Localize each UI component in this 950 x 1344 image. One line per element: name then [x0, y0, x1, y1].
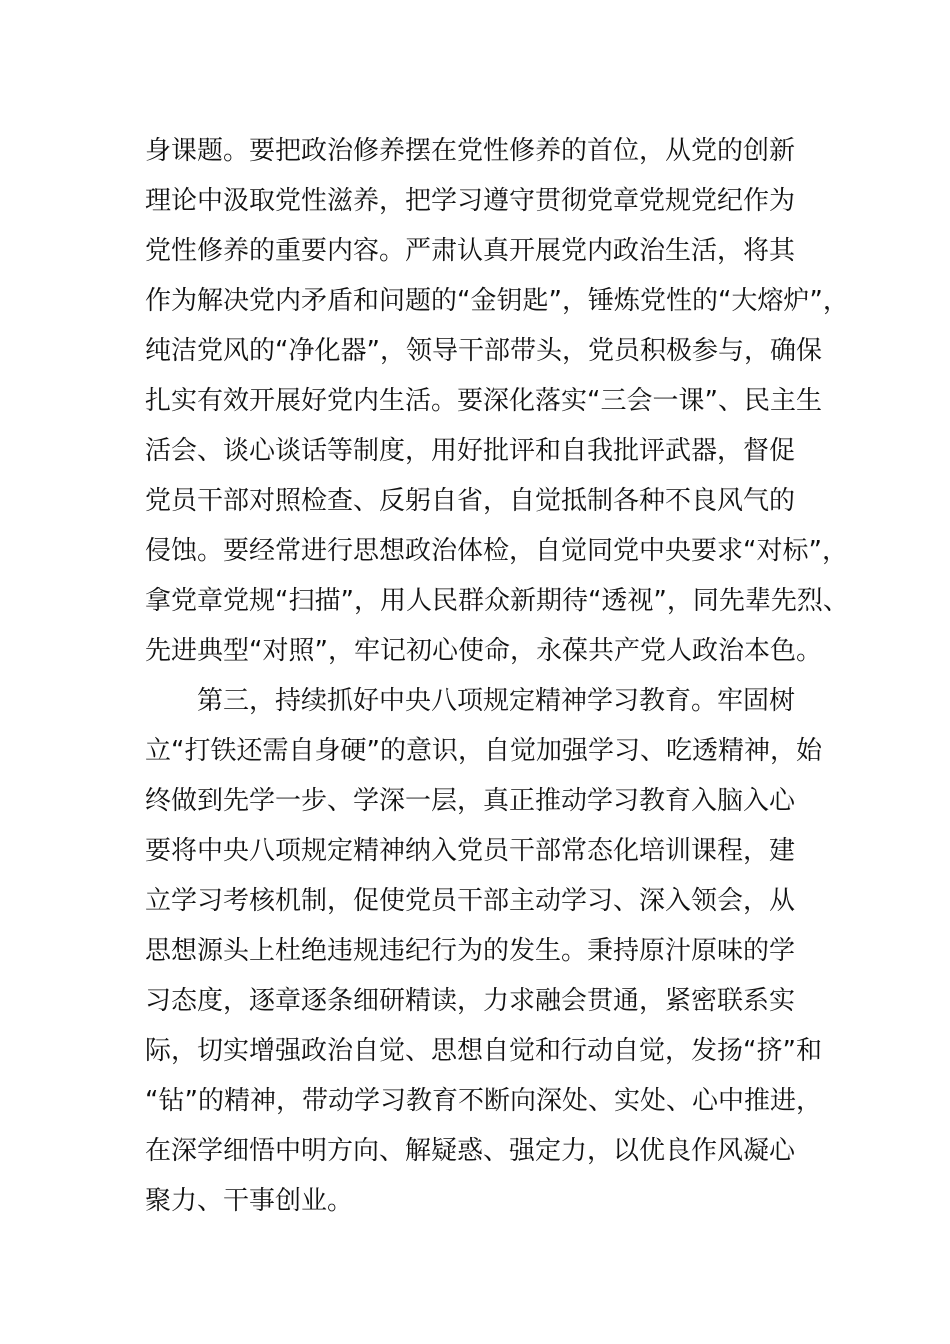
text-line-21: 在深学细悟中明方向、解疑惑、强定力，以优良作风凝心: [145, 1136, 796, 1166]
text-line-5: 纯洁党风的“净化器”，领导干部带头，党员积极参与，确保: [145, 336, 822, 366]
text-line-11: 先进典型“对照”，牢记初心使命，永葆共产党人政治本色。: [145, 636, 822, 666]
text-line-18: 习态度，逐章逐条细研精读，力求融会贯通，紧密联系实: [145, 986, 796, 1016]
text-line-13: 立“打铁还需自身硬”的意识，自觉加强学习、吃透精神，始: [145, 736, 822, 766]
text-line-3: 党性修养的重要内容。严肃认真开展党内政治生活，将其: [145, 236, 796, 266]
text-line-19: 际，切实增强政治自觉、思想自觉和行动自觉，发扬“挤”和: [145, 1036, 822, 1066]
text-line-8: 党员干部对照检查、反躬自省，自觉抵制各种不良风气的: [145, 486, 796, 516]
text-line-10: 拿党章党规“扫描”，用人民群众新期待“透视”，同先辈先烈、: [145, 586, 849, 616]
text-line-17: 思想源头上杜绝违规违纪行为的发生。秉持原汁原味的学: [145, 936, 796, 966]
text-line-7: 活会、谈心谈话等制度，用好批评和自我批评武器，督促: [145, 436, 796, 466]
text-line-4: 作为解决党内矛盾和问题的“金钥匙”，锤炼党性的“大熔炉”，: [145, 286, 849, 316]
document-body: [145, 126, 849, 1226]
text-line-16: 立学习考核机制，促使党员干部主动学习、深入领会，从: [145, 886, 796, 916]
text-line-1: 身课题。要把政治修养摆在党性修养的首位，从党的创新: [145, 136, 796, 166]
text-line-22: 聚力、干事创业。: [145, 1186, 354, 1216]
text-line-6: 扎实有效开展好党内生活。要深化落实“三会一课”、民主生: [145, 386, 822, 416]
text-line-9: 侵蚀。要经常进行思想政治体检，自觉同党中央要求“对标”，: [145, 536, 848, 566]
text-line-14: 终做到先学一步、学深一层，真正推动学习教育入脑入心: [145, 786, 796, 816]
paragraph-start-line: 第三，持续抓好中央八项规定精神学习教育。牢固树: [197, 686, 796, 716]
text-line-15: 要将中央八项规定精神纳入党员干部常态化培训课程，建: [145, 836, 796, 866]
text-line-20: “钻”的精神，带动学习教育不断向深处、实处、心中推进，: [145, 1086, 822, 1116]
text-line-2: 理论中汲取党性滋养，把学习遵守贯彻党章党规党纪作为: [145, 186, 796, 216]
